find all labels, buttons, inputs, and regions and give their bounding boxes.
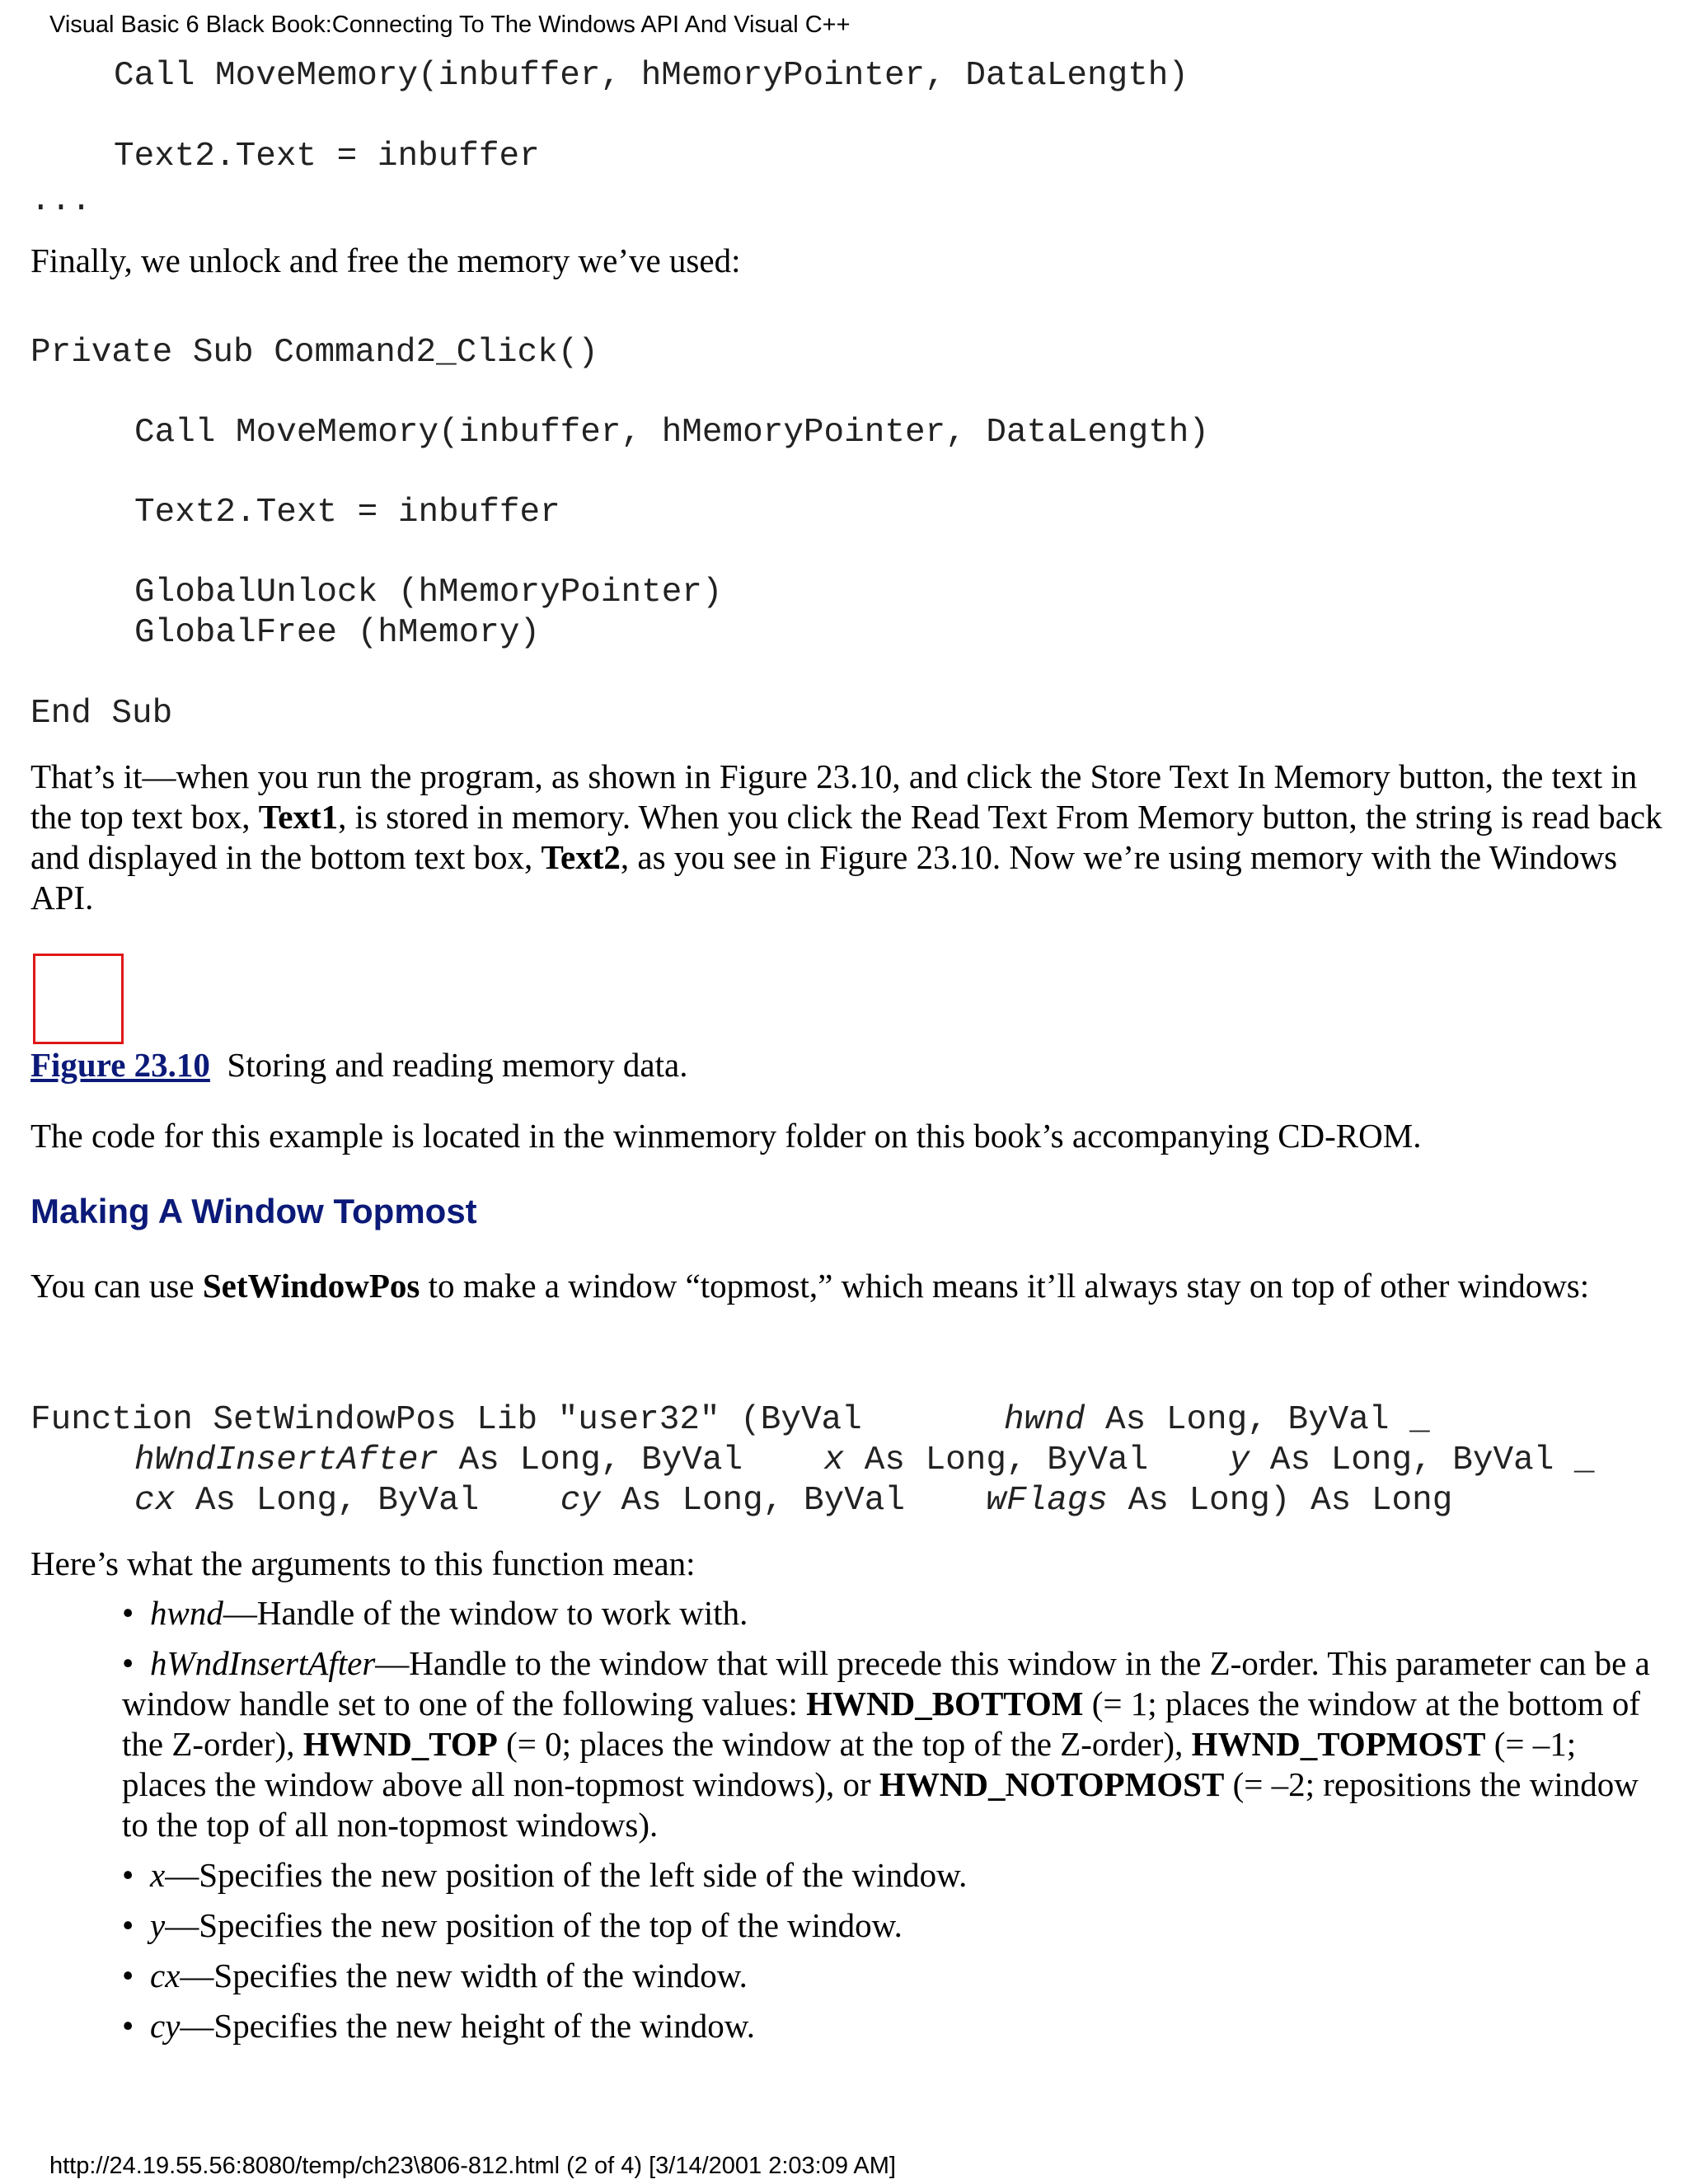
code-sub-globalfree: GlobalFree (hMemory) — [134, 614, 541, 652]
paragraph-free-memory: Finally, we unlock and free the memory we’ve used: — [30, 241, 741, 279]
list-item: • cx—Specifies the new width of the window. — [122, 1957, 748, 1994]
declaration-line-1: Function SetWindowPos Lib "user32" (ByVal hwnd As Long, ByVal _ — [30, 1401, 1430, 1439]
page-footer-url: http://24.19.55.56:8080/temp/ch23\806-812.html (2 of 4) [3/14/2001 2:03:09 AM] — [49, 2153, 896, 2179]
ellipsis: ... — [30, 182, 91, 220]
bullet-icon: • — [122, 2007, 134, 2045]
text2-bold: Text2 — [541, 838, 621, 876]
code-sub-open: Private Sub Command2_Click() — [30, 334, 598, 372]
list-item: • cy—Specifies the new height of the window. — [122, 2007, 756, 2045]
figure-caption-row — [30, 1045, 1662, 1085]
list-item: • hWndInsertAfter—Handle to the window that will precede this window in the Z-order. This parameter can be a window handle set to one of the following values: HWND_BOTTOM (= 1; places the window at the bottom of the Z-order), HWND_TOP (= 0; places the window at the top of the Z-order), HWND_TOPMOST (= –1; places the window above all non-topmost windows), or HWND_NOTOPMOST (= –2; repositions the window to the top of all non-topmost windows). — [122, 1644, 1650, 1844]
paragraph-topmost: You can use SetWindowPos to make a window “topmost,” which means it’ll always stay on top of other windows: — [30, 1267, 1590, 1305]
code-sub-movememory: Call MoveMemory(inbuffer, hMemoryPointer, DataLength) — [134, 414, 1210, 452]
code-line-movememory: Call MoveMemory(inbuffer, hMemoryPointer, DataLength) — [114, 57, 1189, 95]
bullet-icon: • — [122, 1594, 134, 1632]
page-header-title: Visual Basic 6 Black Book:Connecting To The Windows API And Visual C++ — [49, 12, 851, 38]
paragraph-result: That’s it—when you run the program, as shown in Figure 23.10, and click the Store Text In Memory button, the text in the top text box, Text1, is stored in memory. When you click the Read Text From Memory button, the string is read back and displayed in the bottom text box, Text2, as you see in Figure 23.10. Now we’re using memory with the Windows API. — [30, 757, 1662, 916]
code-sub-close: End Sub — [30, 695, 173, 733]
paragraph-code-location: The code for this example is located in the winmemory folder on this book’s accompanying CD-ROM. — [30, 1117, 1422, 1155]
figure-caption: Storing and reading memory data. — [227, 1046, 688, 1084]
declaration-line-2: hWndInsertAfter As Long, ByVal x As Long, ByVal y As Long, ByVal _ — [134, 1441, 1595, 1479]
list-item: • hwnd—Handle of the window to work with. — [122, 1594, 748, 1632]
setwindowpos-bold: SetWindowPos — [202, 1267, 420, 1305]
paragraph-args-intro: Here’s what the arguments to this function mean: — [30, 1544, 696, 1582]
code-sub-globalunlock: GlobalUnlock (hMemoryPointer) — [134, 574, 723, 612]
bullet-icon: • — [122, 1957, 134, 1994]
declaration-line-3: cx As Long, ByVal cy As Long, ByVal wFlags As Long) As Long — [134, 1482, 1453, 1520]
code-line-text2: Text2.Text = inbuffer — [114, 138, 540, 176]
bullet-icon: • — [122, 1906, 134, 1944]
list-item: • y—Specifies the new position of the top of the window. — [122, 1906, 903, 1944]
bullet-icon: • — [122, 1856, 134, 1894]
list-item: • x—Specifies the new position of the left side of the window. — [122, 1856, 968, 1894]
figure-link[interactable]: Figure 23.10 — [30, 1046, 210, 1084]
argument-list — [122, 1593, 1663, 2056]
bullet-icon: • — [122, 1644, 134, 1682]
figure-image-placeholder[interactable] — [33, 954, 124, 1044]
code-sub-text2: Text2.Text = inbuffer — [134, 494, 560, 532]
text1-bold: Text1 — [258, 798, 339, 836]
section-heading: Making A Window Topmost — [30, 1192, 477, 1230]
